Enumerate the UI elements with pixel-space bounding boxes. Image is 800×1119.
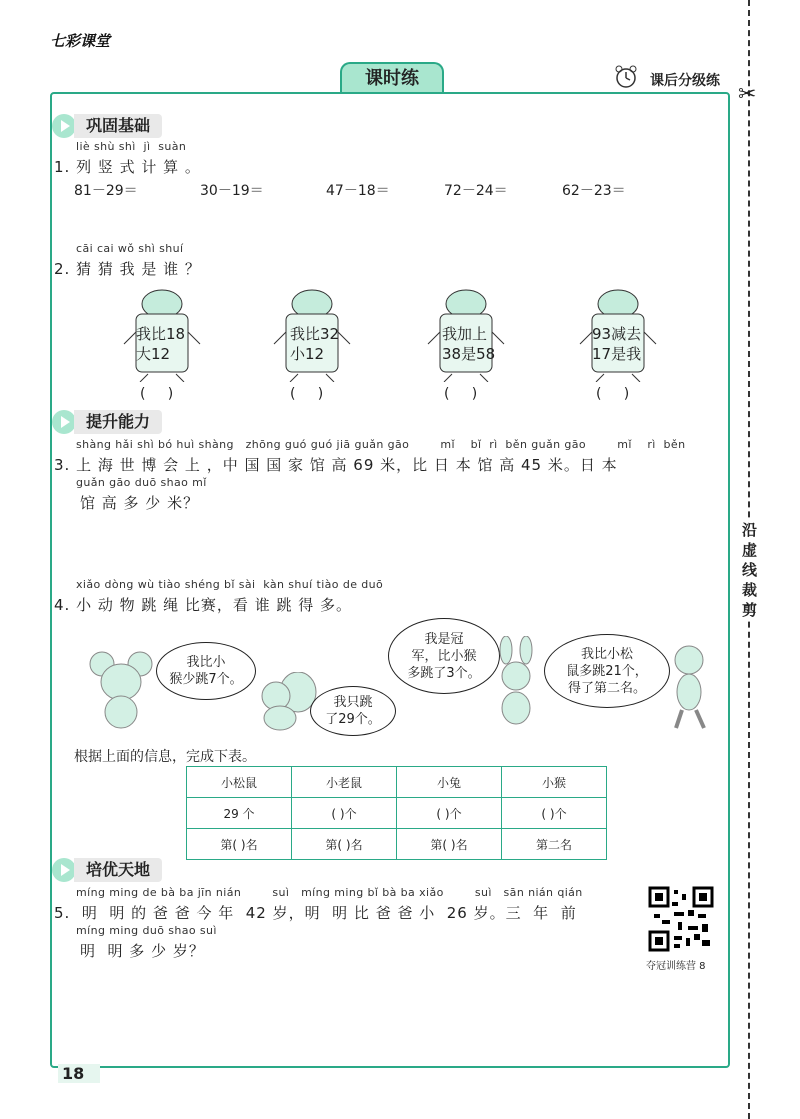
q3-pinyin: shàng hǎi shì bó huì shàng zhōng guó guó jiā guǎn gāo mǐ bǐ rì běn guǎn gāo mǐ rì běn <box>76 438 686 451</box>
bubble-line: 我比小 <box>186 655 226 670</box>
table-cell[interactable]: 第( )名 <box>292 829 397 860</box>
bubble-line: 得了第二名。 <box>567 680 646 696</box>
squirrel-illustration <box>254 672 318 732</box>
card-line: 93减去 <box>592 325 642 343</box>
q4-pinyin: xiǎo dòng wù tiào shéng bǐ sài kàn shuí tiào de duō <box>76 578 384 591</box>
card-line: 17是我 <box>592 345 642 363</box>
section-label: 巩固基础 <box>74 114 162 138</box>
speech-bubble <box>388 618 500 694</box>
card-character <box>426 282 506 386</box>
card-character <box>578 282 658 386</box>
table-cell: 29 个 <box>187 798 292 829</box>
bubble-line: 我比小松 <box>580 646 633 662</box>
section-header-basics <box>52 114 202 138</box>
q3-text: 3. 上 海 世 博 会 上 ，中 国 国 家 馆 高 69 米，比 日 本 馆 高 45 米。日 本 <box>54 456 618 474</box>
bubble-line: 多跳了3个。 <box>407 665 481 681</box>
table-header: 小老鼠 <box>292 767 397 798</box>
section-label: 培优天地 <box>74 858 162 882</box>
card-line: 大12 <box>136 345 171 363</box>
card-character <box>272 282 352 386</box>
speech-bubble <box>544 634 670 708</box>
equation: 62－23＝ <box>562 183 626 199</box>
speech-bubble <box>156 642 256 700</box>
page-title: 课时练 <box>340 62 444 94</box>
answer-blank[interactable]: ( ) <box>444 386 478 402</box>
qr-code-icon[interactable] <box>648 886 714 952</box>
section-header-advanced <box>52 858 202 882</box>
q5-pinyin: míng ming de bà ba jīn nián suì míng ming bǐ bà ba xiǎo suì sān nián qián <box>76 886 583 899</box>
equation: 81－29＝ <box>74 183 138 199</box>
q3-pinyin: guǎn gāo duō shao mǐ <box>76 476 207 489</box>
equation: 72－24＝ <box>444 183 508 199</box>
q2-pinyin: cāi cai wǒ shì shuí <box>76 242 184 255</box>
q1-text: 1. 列 竖 式 计 算 。 <box>54 158 201 176</box>
qr-caption: 夺冠训练营 8 <box>646 961 706 972</box>
monkey-illustration <box>664 644 714 730</box>
bubble-line: 了29个。 <box>325 712 381 727</box>
equation: 30－19＝ <box>200 183 264 199</box>
q5-pinyin: míng ming duō shao suì <box>76 924 217 937</box>
bubble-line: 鼠多跳21个， <box>566 663 648 679</box>
answer-blank[interactable]: ( ) <box>290 386 324 402</box>
mouse-illustration <box>86 650 156 730</box>
table-cell: 第二名 <box>502 829 607 860</box>
bubble-line: 猴少跳7个。 <box>169 672 243 687</box>
q5-text: 明 明 多 少 岁？ <box>80 942 205 960</box>
table-header: 小松鼠 <box>187 767 292 798</box>
card-character <box>122 282 202 386</box>
table-header: 小兔 <box>397 767 502 798</box>
rabbit-illustration <box>488 636 544 728</box>
card-line: 我加上 <box>442 325 488 343</box>
q3-text: 馆 高 多 少 米？ <box>80 494 200 512</box>
bubble-line: 军，比小猴 <box>411 648 477 664</box>
answer-blank[interactable]: ( ) <box>596 386 630 402</box>
bubble-line: 我是冠 <box>424 631 464 647</box>
table-cell[interactable]: ( )个 <box>397 798 502 829</box>
table-cell[interactable]: ( )个 <box>292 798 397 829</box>
equation: 47－18＝ <box>326 183 390 199</box>
q1-pinyin: liè shù shì jì suàn <box>76 140 187 153</box>
card-line: 我比32 <box>290 325 340 343</box>
q2-text: 2. 猜 猜 我 是 谁 ？ <box>54 260 201 278</box>
speech-bubble <box>310 686 396 736</box>
alarm-clock-icon <box>613 64 639 90</box>
section-header-improve <box>52 410 202 434</box>
table-cell[interactable]: 第( )名 <box>397 829 502 860</box>
table-cell[interactable]: ( )个 <box>502 798 607 829</box>
card-line: 小12 <box>290 345 325 363</box>
table-cell[interactable]: 第( )名 <box>187 829 292 860</box>
page-number: 18 <box>58 1064 100 1083</box>
cut-label: 沿虚线裁剪 <box>742 520 760 620</box>
card-line: 我比18 <box>136 325 186 343</box>
results-table <box>186 766 607 860</box>
table-instruction: 根据上面的信息，完成下表。 <box>74 749 256 765</box>
table-header: 小猴 <box>502 767 607 798</box>
scissors-icon: ✂ <box>738 82 757 107</box>
q4-text: 4. 小 动 物 跳 绳 比赛，看 谁 跳 得 多。 <box>54 596 352 614</box>
answer-blank[interactable]: ( ) <box>140 386 174 402</box>
q5-text: 5. 明 明 的 爸 爸 今 年 42 岁，明 明 比 爸 爸 小 26 岁。三 年 前 <box>54 904 577 922</box>
section-label: 提升能力 <box>74 410 162 434</box>
card-line: 38是58 <box>442 345 496 363</box>
bubble-line: 我只跳 <box>333 695 373 710</box>
level-label: 课后分级练 <box>650 73 720 89</box>
brand-logo: 七彩课堂 <box>50 32 111 50</box>
